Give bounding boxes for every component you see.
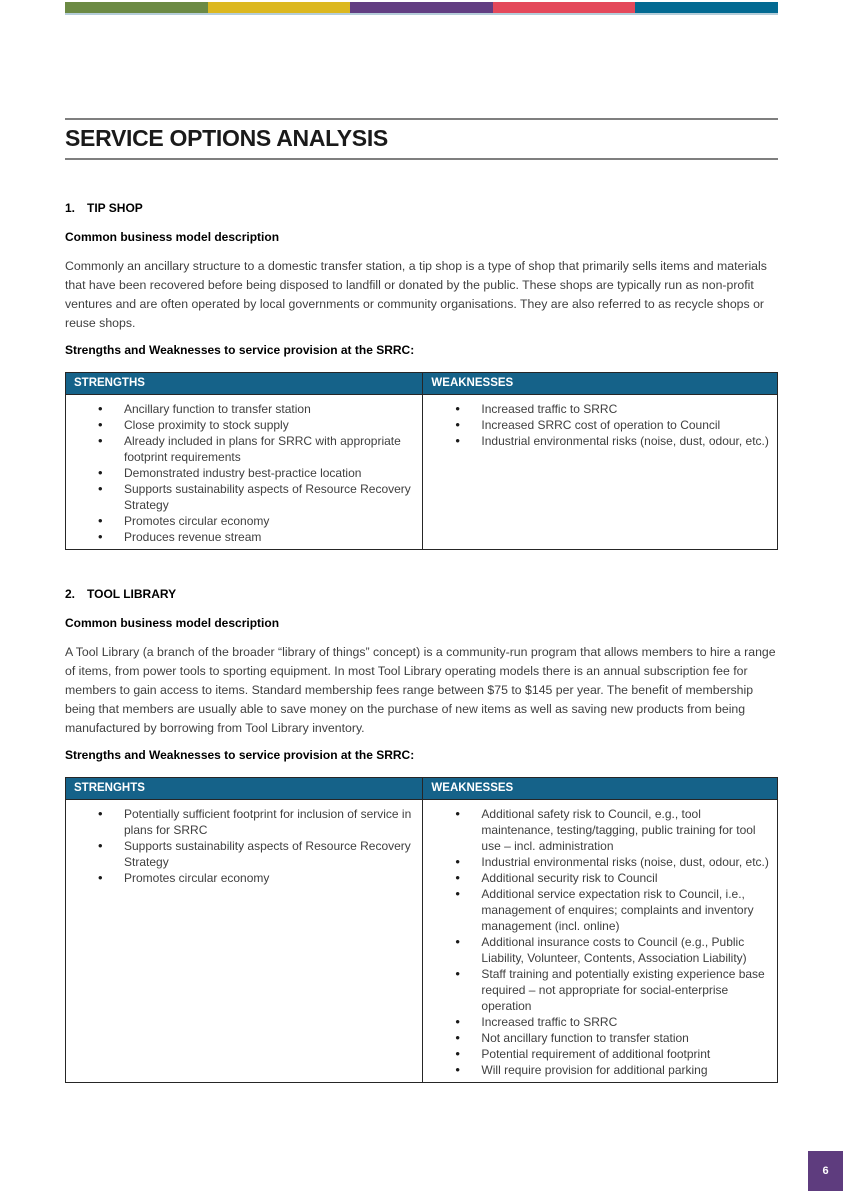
weaknesses-list: [423, 401, 769, 449]
strengths-list: [66, 401, 414, 545]
list-item: • Additional service expectation risk to Council, i.e., management of enquires; complaints and inventory management (incl. online): [423, 886, 769, 934]
list-item: • Additional safety risk to Council, e.g., tool maintenance, testing/tagging, public training for tool use – incl. administration: [423, 806, 769, 854]
table-intro: Strengths and Weaknesses to service provision at the SRRC:: [65, 343, 415, 357]
section-number: 2.: [65, 587, 76, 601]
table-intro: Strengths and Weaknesses to service provision at the SRRC:: [65, 748, 415, 762]
top-bar-segment: [350, 2, 493, 13]
list-item: • Will require provision for additional parking: [423, 1062, 769, 1078]
list-item: • Staff training and potentially existing experience base required – not appropriate for social-enterprise operation: [423, 966, 769, 1014]
strengths-header-cell: STRENGTHS: [66, 373, 423, 395]
list-item: • Supports sustainability aspects of Resource Recovery Strategy: [66, 481, 414, 513]
top-bar-segment: [208, 2, 351, 13]
list-item: • Additional security risk to Council: [423, 870, 769, 886]
list-item: • Produces revenue stream: [66, 529, 414, 545]
list-item: • Demonstrated industry best-practice location: [66, 465, 414, 481]
list-item: • Supports sustainability aspects of Resource Recovery Strategy: [66, 838, 414, 870]
top-bar-segment: [635, 2, 778, 13]
page-number-badge: [808, 1151, 843, 1191]
section-tool-library: [65, 588, 778, 1083]
top-bar-segment: [65, 2, 208, 13]
section-paragraph: Commonly an ancillary structure to a domestic transfer station, a tip shop is a type of shop that primarily sells items and materials that have been recovered before being disposed to landfill or donated by the public. These shops are typically run as non-profit ventures and are often operated by local governments or community organisations. They are also referred to as recycle shops or reuse shops.: [65, 259, 767, 330]
weaknesses-header-cell: WEAKNESSES: [423, 373, 778, 395]
list-item: • Increased traffic to SRRC: [423, 1014, 769, 1030]
table-header-row: [66, 373, 778, 395]
list-item: • Potential requirement of additional footprint: [423, 1046, 769, 1062]
table-header-row: [66, 778, 778, 800]
section-paragraph: A Tool Library (a branch of the broader “library of things” concept) is a community-run program that allows members to hire a range of items, from power tools to sporting equipment. In most Tool Library operating models there is an annual subscription fee for members to gain access to items. Standard membership fees range between $75 to $145 per year. The benefit of membership being that members are usually able to save money on the purchase of new items as well as saving new products from being manufactured by borrowing from Tool Library inventory.: [65, 645, 776, 735]
section-number: 1.: [65, 201, 76, 215]
table-body-row: [66, 800, 778, 1083]
weaknesses-cell: [423, 395, 778, 550]
list-item: • Potentially sufficient footprint for inclusion of service in plans for SRRC: [66, 806, 414, 838]
list-item: • Promotes circular economy: [66, 870, 414, 886]
list-item: • Ancillary function to transfer station: [66, 401, 414, 417]
table-body-row: [66, 395, 778, 550]
section-heading-label: TOOL LIBRARY: [87, 587, 177, 601]
list-item: • Increased traffic to SRRC: [423, 401, 769, 417]
list-item: • Close proximity to stock supply: [66, 417, 414, 433]
weaknesses-list: [423, 806, 769, 1078]
top-bar-segment: [493, 2, 636, 13]
weaknesses-header-cell: WEAKNESSES: [423, 778, 778, 800]
list-item: • Already included in plans for SRRC with appropriate footprint requirements: [66, 433, 414, 465]
list-item: • Additional insurance costs to Council (e.g., Public Liability, Volunteer, Contents, Association Liability): [423, 934, 769, 966]
section-heading-label: TIP SHOP: [87, 201, 143, 215]
page-title-block: [65, 118, 778, 160]
strengths-weaknesses-table: [65, 372, 778, 550]
page-top-bar: [65, 2, 778, 15]
section-tip-shop: [65, 202, 778, 550]
list-item: • Increased SRRC cost of operation to Council: [423, 417, 769, 433]
page-title: SERVICE OPTIONS ANALYSIS: [65, 125, 388, 151]
section-subheading: Common business model description: [65, 230, 280, 244]
section-heading: [65, 588, 778, 601]
weaknesses-cell: [423, 800, 778, 1083]
section-heading: [65, 202, 778, 215]
list-item: • Not ancillary function to transfer station: [423, 1030, 769, 1046]
strengths-cell: [66, 395, 423, 550]
strengths-cell: [66, 800, 423, 1083]
list-item: • Industrial environmental risks (noise, dust, odour, etc.): [423, 854, 769, 870]
list-item: • Industrial environmental risks (noise, dust, odour, etc.): [423, 433, 769, 449]
strengths-weaknesses-table: [65, 777, 778, 1083]
section-subheading: Common business model description: [65, 616, 280, 630]
page-number: 6: [822, 1165, 829, 1177]
strengths-list: [66, 806, 414, 886]
list-item: • Promotes circular economy: [66, 513, 414, 529]
strengths-header-cell: STRENGHTS: [66, 778, 423, 800]
